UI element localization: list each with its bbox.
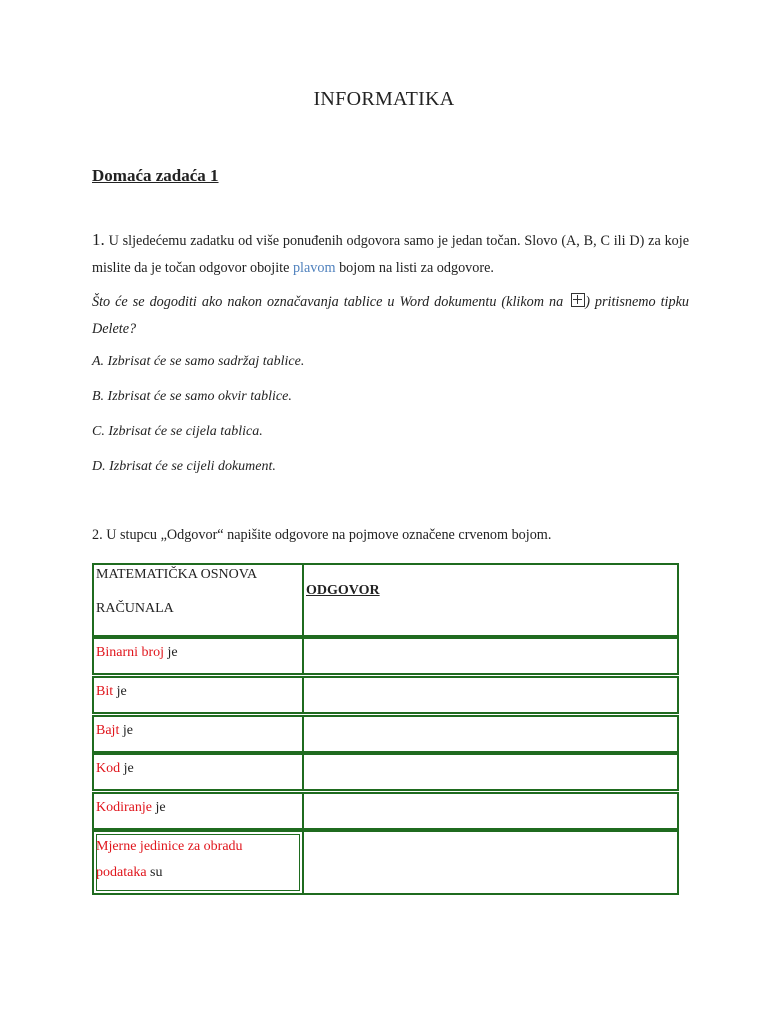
homework-heading: Domaća zadaća 1 (92, 166, 219, 185)
table-row (92, 792, 679, 830)
term-cell (92, 715, 303, 753)
term-label: Kod (96, 761, 121, 776)
option-a: A. Izbrisat će se samo sadržaj tablice. (92, 354, 305, 369)
term-cell (92, 792, 303, 830)
answer-cell[interactable] (303, 753, 679, 791)
table-row (92, 753, 679, 791)
question-2-instructions: 2. U stupcu „Odgovor“ napišite odgovore na pojmove označene crvenom bojom. (92, 527, 552, 543)
term-label-line2 (96, 860, 243, 886)
term-text (96, 834, 243, 886)
answer-cell[interactable] (303, 676, 679, 714)
term-suffix: je (113, 684, 127, 699)
answer-cell[interactable] (303, 792, 679, 830)
table-row (92, 830, 679, 895)
prompt-text-before: Što će se dogoditi ako nakon označavanja tablice u Word dokumentu (klikom na (92, 294, 569, 310)
table-move-handle-icon (571, 293, 585, 307)
question-1-text-after: bojom na listi za odgovore. (335, 260, 494, 276)
term-suffix: je (120, 761, 134, 776)
term-label: Bit (96, 684, 114, 699)
question-1-instructions (92, 226, 689, 282)
prompt-text-after: ) pritisnemo tipku Delete? (92, 294, 689, 337)
table-header-row (92, 563, 679, 637)
answer-cell[interactable] (303, 715, 679, 753)
term-label: Binarni broj (96, 645, 165, 660)
header-answer-cell: ODGOVOR (303, 563, 679, 637)
header-left-cell (92, 563, 303, 637)
question-1-text-before: U sljedećemu zadatku od više ponuđenih odgovora samo je jedan točan. Slovo (A, B, C ili D) za koje mislite da je točan odgovor obojite (92, 233, 689, 276)
header-left-line1: MATEMATIČKA OSNOVA (96, 567, 258, 582)
option-c: C. Izbrisat će se cijela tablica. (92, 424, 263, 439)
term-suffix: je (151, 800, 166, 815)
term-cell (92, 753, 303, 791)
term-suffix: je (164, 645, 178, 660)
term-cell (92, 676, 303, 714)
option-d: D. Izbrisat će se cijeli dokument. (92, 459, 276, 474)
term-label: Kodiranje (96, 800, 152, 815)
answer-cell[interactable] (303, 830, 679, 895)
option-b: B. Izbrisat će se samo okvir tablice. (92, 389, 292, 404)
table-row (92, 676, 679, 714)
term-suffix: je (119, 723, 133, 738)
document-title: INFORMATIKA (313, 88, 455, 110)
header-left-line2: RAČUNALA (96, 601, 174, 616)
term-cell (92, 637, 303, 675)
term-cell (92, 830, 303, 895)
question-1-prompt (92, 289, 689, 343)
table-row (92, 637, 679, 675)
term-suffix: su (146, 865, 163, 880)
table-row (92, 715, 679, 753)
term-label: podataka (96, 865, 147, 880)
answer-cell[interactable] (303, 637, 679, 675)
question-1-highlight: plavom (292, 260, 336, 276)
term-label-line1: Mjerne jedinice za obradu (96, 839, 243, 854)
question-1-number: 1. (92, 230, 105, 249)
term-label: Bajt (96, 723, 120, 738)
answer-table (92, 563, 679, 895)
